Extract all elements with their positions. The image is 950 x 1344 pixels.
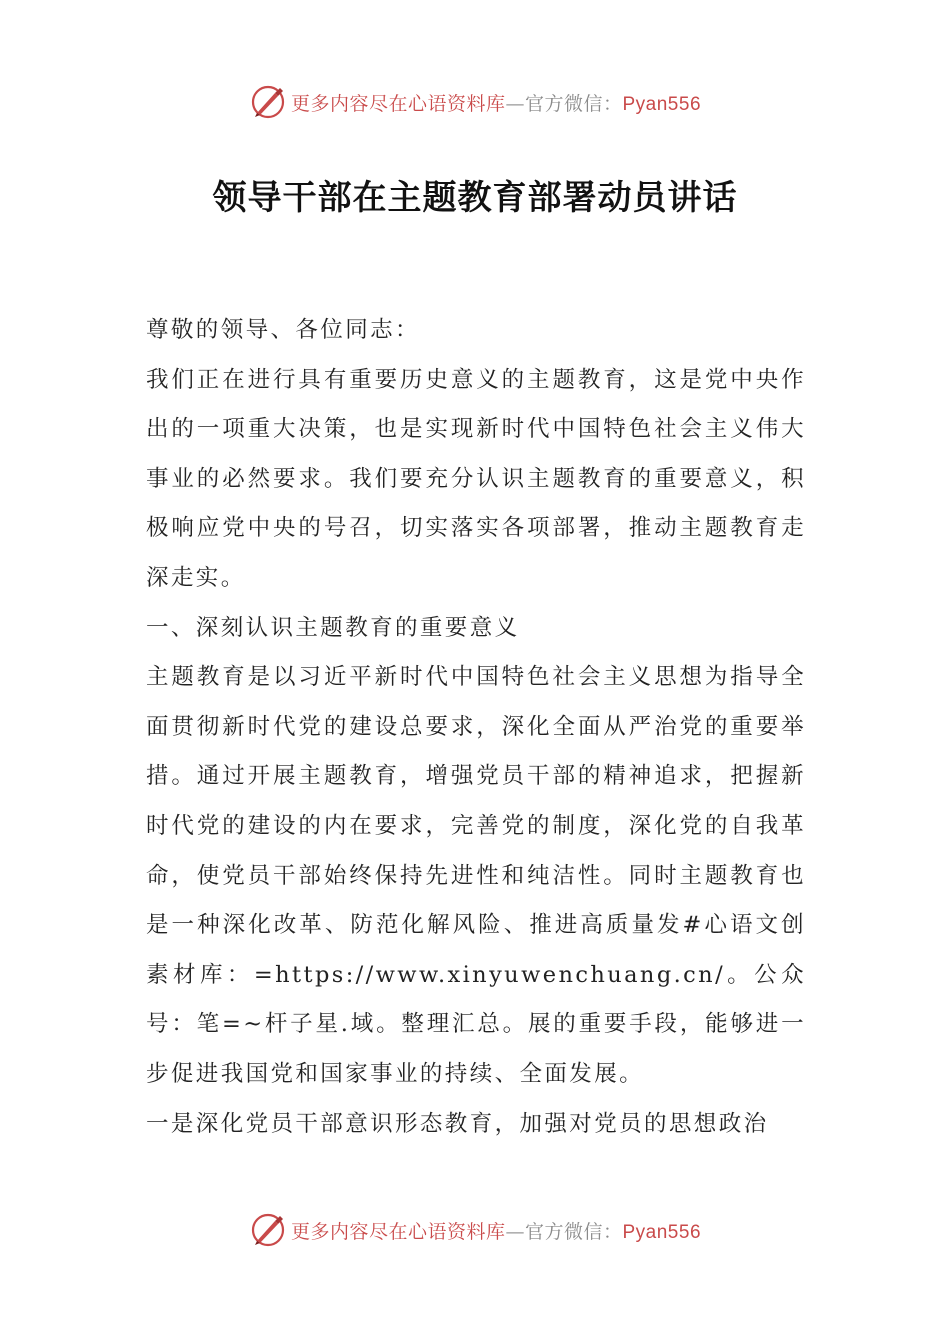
point-paragraph: 一是深化党员干部意识形态教育，加强对党员的思想政治 <box>146 1110 769 1137</box>
intro-paragraph: 我们正在进行具有重要历史意义的主题教育，这是党中央作出的一项重大决策，也是实现新时代中国特色社会主义伟大事业的必然要求。我们要充分认识主题教育的重要意义，积极响应党中央的号召，切实落实各项部署，推动主题教育走深走实。 <box>146 366 806 591</box>
pen-logo-icon <box>249 1211 287 1249</box>
footer-banner <box>0 1208 950 1252</box>
section-paragraph: 主题教育是以习近平新时代中国特色社会主义思想为指导全面贯彻新时代党的建设总要求，深化全面从严治党的重要举措。通过开展主题教育，增强党员干部的精神追求，把握新时代党的建设的内在要求，完善党的制度，深化党的自我革命，使党员干部始终保持先进性和纯洁性。同时主题教育也是一种深化改革、防范化解风险、推进高质量发#心语文创素材库：=https://www.xinyuwenchuang.cn/。公众号：笔=~杆子星.域。整理汇总。展的重要手段，能够进一步促进我国党和国家事业的持续、全面发展。 <box>146 664 806 1087</box>
banner-text <box>291 1217 701 1244</box>
document-body <box>146 306 806 1149</box>
banner-wechat-id: Pyan556 <box>622 93 702 115</box>
banner-wechat-id: Pyan556 <box>622 1221 702 1243</box>
document-title: 领导干部在主题教育部署动员讲话 <box>212 178 738 218</box>
header-banner <box>0 80 950 124</box>
banner-wechat-label: 官方微信： <box>524 92 623 115</box>
banner-wechat-label: 官方微信： <box>524 1220 623 1243</box>
banner-dash: — <box>505 92 525 115</box>
banner-main-text: 更多内容尽在心语资料库 <box>290 1220 506 1243</box>
pen-logo-icon <box>249 83 287 121</box>
banner-text <box>291 89 701 116</box>
salutation: 尊敬的领导、各位同志： <box>146 317 420 343</box>
banner-dash: — <box>505 1220 525 1243</box>
banner-main-text: 更多内容尽在心语资料库 <box>290 92 506 115</box>
section-heading: 一、深刻认识主题教育的重要意义 <box>146 614 520 641</box>
